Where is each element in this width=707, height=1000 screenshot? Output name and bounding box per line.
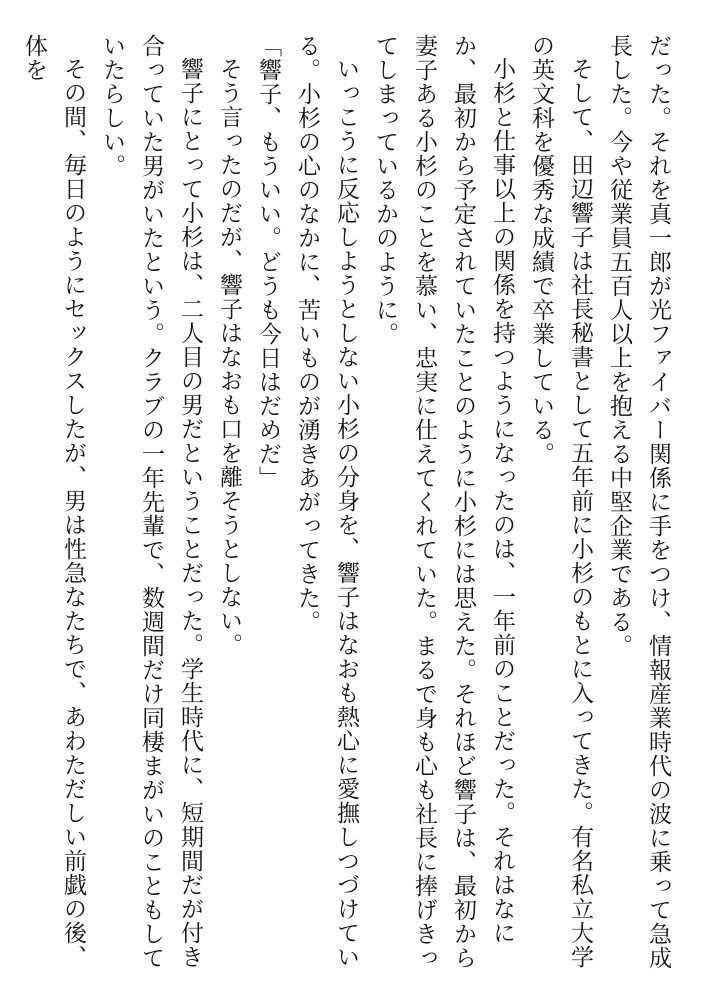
paragraph-1: だった。それを真一郎が光ファイバー関係に手をつけ、情報産業時代の波に乗って急成長した。今や従業員五百人以上を抱える中堅企業である。 xyxy=(606,34,671,970)
paragraph-6: そう言ったのだが、響子はなおも口を離そうとしない。 xyxy=(216,57,242,657)
paragraph-7: 響子にとって小杉は、二人目の男だということだった。学生時代に、短期間だが付き合っていた男がいたという。クラブの一年先輩で、数週間だけ同棲まがいのこともしていたらしい。 xyxy=(99,34,203,970)
vertical-text-body xyxy=(22,34,677,974)
paragraph-8: その間、毎日のようにセックスしたが、男は性急なたちで、あわただしい前戯の後、体を xyxy=(21,34,86,969)
paragraph-4: いっこうに反応しようとしない小杉の分身を、響子はなおも熱心に愛撫しつづけている。小杉の心のなかに、苦いものが湧きあがってきた。 xyxy=(294,34,359,969)
paragraph-2: そして、田辺響子は社長秘書として五年前に小杉のもとに入ってきた。有名私立大学の英文科を優秀な成績で卒業している。 xyxy=(528,34,593,969)
paragraph-5-dialogue: 「響子、もういい。どうも今日はだめだ」 xyxy=(255,34,281,490)
paragraph-3: 小杉と仕事以上の関係を持つようになったのは、一年前のことだった。それはなにか、最初から予定されていたことのように小杉には思えた。それほど響子は、最初から妻子ある小杉のことを慕い、忠実に仕えてくれていた。まるで身も心も社長に捧げきってしまっているかのように。 xyxy=(372,34,515,970)
